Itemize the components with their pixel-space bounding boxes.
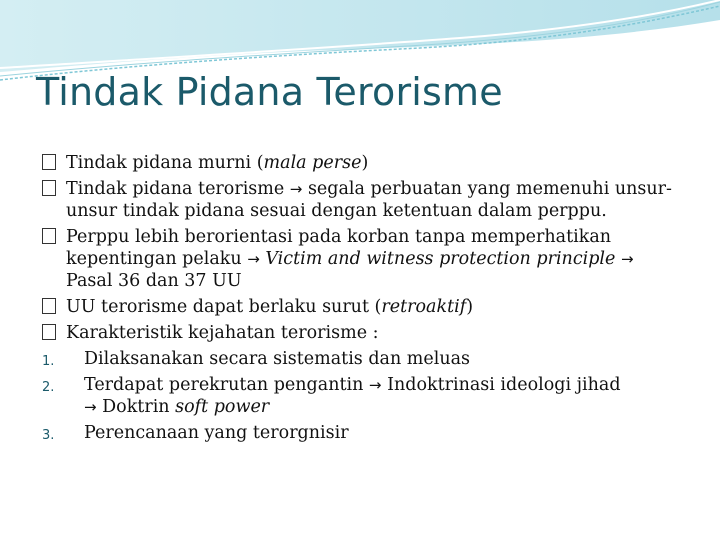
bullet-icon (42, 298, 56, 314)
arrow-right-icon: → (620, 250, 634, 268)
numbered-item-1: 1. Dilaksanakan secara sistematis dan meluas (42, 348, 682, 370)
item-number: 3. (42, 428, 55, 443)
bullet-item-1: Tindak pidana murni (mala perse) (42, 152, 682, 174)
bullet-item-4: UU terorisme dapat berlaku surut (retroaktif) (42, 296, 682, 318)
item-number: 1. (42, 354, 55, 369)
numbered-item-2: 2. Terdapat perekrutan pengantin → Indoktrinasi ideologi jihad → Doktrin soft power (42, 375, 621, 417)
slide-title: Tindak Pidana Terorisme (36, 70, 503, 114)
bullet-icon (42, 154, 56, 170)
bullet-item-3: Perppu lebih berorientasi pada korban tanpa memperhatikan kepentingan pelaku → Victim and witness protection principle → Pasal 36 dan 37 UU (42, 226, 682, 292)
bullet-item-2: Tindak pidana terorisme → segala perbuatan yang memenuhi unsur-unsur tindak pidana sesuai dengan ketentuan dalam perppu. (42, 178, 682, 222)
bullet-item-5: Karakteristik kejahatan terorisme : (42, 322, 682, 344)
arrow-right-icon: → (84, 398, 97, 416)
arrow-right-icon: → (247, 250, 260, 268)
arrow-right-icon: → (289, 180, 303, 198)
numbered-item-3: 3. Perencanaan yang terorgnisir (42, 422, 682, 444)
item-number: 2. (42, 380, 55, 395)
arrow-right-icon: → (368, 376, 382, 394)
bullet-icon (42, 228, 56, 244)
bullet-icon (42, 180, 56, 196)
bullet-icon (42, 324, 56, 340)
slide-content (42, 152, 682, 444)
